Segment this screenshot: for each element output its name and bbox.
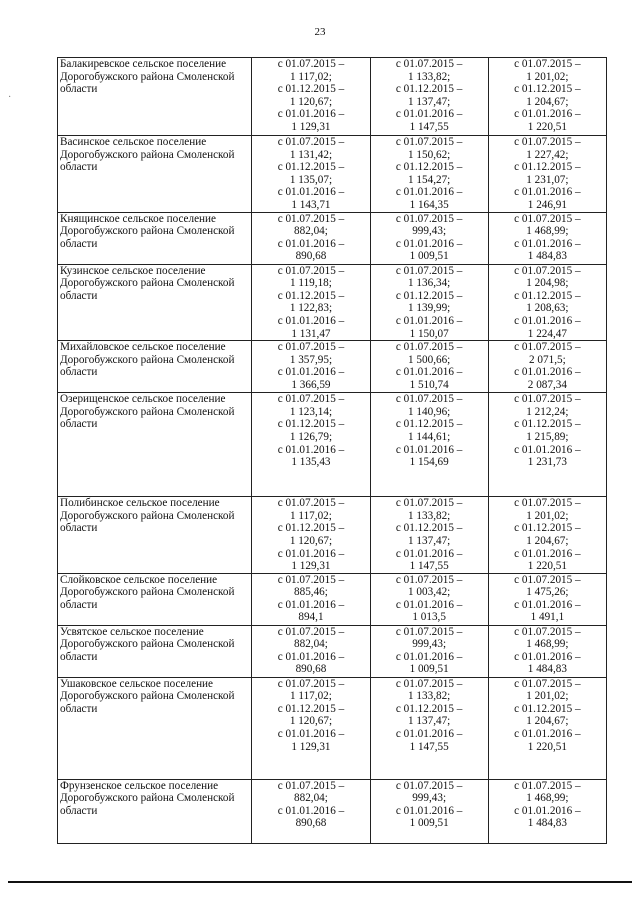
- tariff-line: с 01.07.2015 –: [395, 264, 463, 277]
- tariff-line: с 01.01.2016 –: [395, 728, 463, 741]
- tariff-line: 1 164,35: [409, 198, 449, 211]
- tariff-line: с 01.07.2015 –: [514, 341, 581, 354]
- tariff-line: 1 013,5: [412, 611, 446, 624]
- table-row: [58, 393, 607, 497]
- settlement-name-cell: Фрунзенское сельское поселение Дорогобужского района Смоленской области: [58, 779, 252, 843]
- tariff-cell-2: [370, 136, 488, 213]
- tariff-line: с 01.07.2015 –: [277, 136, 345, 148]
- settlement-name-cell: Кузинское сельское поселение Дорогобужского района Смоленской области: [58, 264, 252, 341]
- tariff-line: с 01.01.2016 –: [277, 804, 345, 817]
- tariff-line: 1 133,82;: [408, 690, 451, 703]
- tariff-line: 1 201,02;: [526, 509, 569, 522]
- tariff-line: 1 144,61;: [408, 430, 451, 443]
- settlement-name-cell: Васинское сельское поселение Дорогобужского района Смоленской области: [58, 136, 252, 213]
- tariff-line: с 01.01.2016 –: [277, 547, 345, 560]
- tariff-line: с 01.07.2015 –: [514, 779, 581, 792]
- tariff-line: 1 484,83: [527, 250, 567, 263]
- tariff-line: с 01.01.2016 –: [277, 186, 345, 199]
- table-row: [58, 212, 607, 264]
- tariff-cell-3: [488, 497, 606, 574]
- tariff-line: 1 129,31: [291, 120, 331, 133]
- tariff-line: с 01.07.2015 –: [395, 212, 463, 225]
- tariff-line: с 01.07.2015 –: [277, 573, 345, 586]
- tariff-line: 1 009,51: [409, 663, 449, 676]
- tariff-line: с 01.07.2015 –: [514, 212, 581, 225]
- tariff-line: 1 154,27;: [408, 173, 451, 186]
- tariff-line: с 01.01.2016 –: [514, 598, 581, 611]
- tariff-line: 894,1: [298, 611, 324, 624]
- tariff-cell-3: [488, 625, 606, 677]
- tariff-line: 1 135,07;: [289, 173, 333, 186]
- tariff-line: 1 137,47;: [408, 534, 451, 547]
- tariff-cell-2: [370, 341, 488, 393]
- tariff-cell-3: [488, 341, 606, 393]
- tariff-line: 1 491,1: [530, 611, 565, 624]
- tariff-line: 1 204,67;: [526, 534, 569, 547]
- tariff-line: 1 137,47;: [408, 95, 451, 108]
- tariff-line: с 01.12.2015 –: [514, 702, 581, 715]
- tariff-line: с 01.01.2016 –: [514, 366, 581, 379]
- tariff-cell-1: [252, 779, 370, 843]
- tariff-line: 1 129,31: [291, 740, 331, 753]
- tariff-cell-1: [252, 497, 370, 574]
- tariff-line: с 01.12.2015 –: [395, 522, 463, 535]
- tariff-line: 1 227,42;: [526, 148, 569, 161]
- tariff-line: с 01.07.2015 –: [514, 497, 581, 510]
- tariff-line: с 01.07.2015 –: [514, 573, 581, 586]
- tariff-line: с 01.07.2015 –: [277, 212, 345, 225]
- tariff-line: с 01.01.2016 –: [395, 108, 463, 121]
- tariff-line: 2 087,34: [527, 378, 567, 391]
- tariff-line: 1 510,74: [409, 378, 449, 391]
- tariff-cell-1: [252, 341, 370, 393]
- tariff-line: с 01.01.2016 –: [514, 186, 581, 199]
- tariff-line: 1 215,89;: [526, 430, 569, 443]
- tariff-cell-3: [488, 264, 606, 341]
- tariff-line: 1 366,59: [291, 378, 331, 391]
- tariff-line: с 01.12.2015 –: [395, 83, 463, 96]
- tariff-cell-3: [488, 58, 606, 136]
- tariff-line: 1 117,02;: [290, 70, 332, 83]
- tariff-line: 999,43;: [412, 638, 447, 651]
- tariff-cell-1: [252, 393, 370, 497]
- tariff-line: 1 003,42;: [408, 586, 451, 599]
- tariff-cell-2: [370, 212, 488, 264]
- table-row: [58, 264, 607, 341]
- tariff-line: 1 133,82;: [408, 70, 451, 83]
- table-row: [58, 779, 607, 843]
- tariff-line: с 01.07.2015 –: [277, 677, 345, 690]
- tariff-line: с 01.01.2016 –: [514, 314, 581, 327]
- tariff-line: 1 212,24;: [526, 405, 569, 418]
- tariff-line: 1 117,02;: [290, 690, 332, 703]
- tariff-line: 1 231,07;: [526, 173, 569, 186]
- table-row: [58, 573, 607, 625]
- footer-rule: [8, 881, 632, 883]
- page-number: 23: [314, 26, 326, 38]
- settlement-name-cell: Михайловское сельское поселение Дорогобужского района Смоленской области: [58, 341, 252, 393]
- tariff-line: с 01.07.2015 –: [395, 677, 463, 690]
- tariff-line: 1 120,67;: [289, 715, 333, 728]
- tariff-line: с 01.01.2016 –: [395, 650, 463, 663]
- tariff-table: [57, 57, 607, 844]
- tariff-line: 1 484,83: [527, 817, 567, 830]
- tariff-line: 1 137,47;: [408, 715, 451, 728]
- tariff-line: с 01.01.2016 –: [514, 804, 581, 817]
- tariff-line: 1 147,55: [409, 560, 449, 573]
- tariff-line: с 01.01.2016 –: [277, 314, 345, 327]
- tariff-table-body: [58, 58, 607, 844]
- tariff-line: с 01.07.2015 –: [395, 625, 463, 638]
- tariff-line: с 01.01.2016 –: [395, 366, 463, 379]
- tariff-cell-2: [370, 393, 488, 497]
- tariff-line: 1 154,69: [409, 456, 449, 469]
- tariff-line: с 01.12.2015 –: [277, 289, 345, 302]
- table-row: [58, 341, 607, 393]
- tariff-line: 1 220,51: [527, 120, 567, 133]
- tariff-line: 1 009,51: [409, 817, 449, 830]
- tariff-line: 1 475,26;: [526, 586, 569, 599]
- tariff-line: 1 117,02;: [290, 509, 332, 522]
- tariff-cell-2: [370, 573, 488, 625]
- tariff-line: с 01.12.2015 –: [514, 289, 581, 302]
- tariff-line: с 01.01.2016 –: [514, 443, 581, 456]
- tariff-line: 1 123,14;: [289, 405, 333, 418]
- tariff-line: 1 136,34;: [408, 277, 451, 290]
- table-row: [58, 136, 607, 213]
- tariff-cell-3: [488, 779, 606, 843]
- settlement-name-cell: Усвятское сельское поселение Дорогобужского района Смоленской области: [58, 625, 252, 677]
- tariff-cell-1: [252, 625, 370, 677]
- tariff-line: 1 135,43: [291, 456, 331, 469]
- tariff-line: 1 204,67;: [526, 715, 569, 728]
- tariff-cell-3: [488, 677, 606, 779]
- tariff-line: 999,43;: [412, 792, 447, 805]
- tariff-line: 1 126,79;: [289, 430, 333, 443]
- tariff-line: с 01.07.2015 –: [395, 58, 463, 70]
- tariff-cell-2: [370, 264, 488, 341]
- tariff-line: 1 147,55: [409, 120, 449, 133]
- tariff-line: с 01.12.2015 –: [277, 702, 345, 715]
- tariff-line: с 01.12.2015 –: [514, 522, 581, 535]
- table-row: [58, 677, 607, 779]
- tariff-line: с 01.01.2016 –: [277, 366, 345, 379]
- tariff-line: с 01.07.2015 –: [277, 341, 345, 354]
- tariff-cell-1: [252, 677, 370, 779]
- settlement-name-cell: Озерищенское сельское поселение Дорогобужского района Смоленской области: [58, 393, 252, 497]
- tariff-line: 1 201,02;: [526, 690, 569, 703]
- table-row: [58, 58, 607, 136]
- tariff-cell-1: [252, 573, 370, 625]
- tariff-line: с 01.01.2016 –: [514, 237, 581, 250]
- tariff-line: с 01.07.2015 –: [395, 393, 463, 406]
- tariff-cell-3: [488, 212, 606, 264]
- table-row: [58, 497, 607, 574]
- tariff-line: 1 468,99;: [526, 792, 569, 805]
- tariff-cell-1: [252, 264, 370, 341]
- tariff-line: 1 140,96;: [408, 405, 451, 418]
- settlement-name-cell: Княщинское сельское поселение Дорогобужского района Смоленской области: [58, 212, 252, 264]
- tariff-line: 1 357,95;: [289, 353, 333, 366]
- tariff-line: 1 009,51: [409, 250, 449, 263]
- tariff-line: 1 120,67;: [289, 95, 333, 108]
- tariff-line: с 01.01.2016 –: [395, 186, 463, 199]
- tariff-line: с 01.07.2015 –: [277, 497, 345, 510]
- tariff-line: 882,04;: [294, 225, 328, 238]
- tariff-line: 1 119,18;: [290, 277, 332, 290]
- tariff-line: с 01.07.2015 –: [514, 677, 581, 690]
- tariff-line: с 01.01.2016 –: [277, 443, 345, 456]
- tariff-cell-1: [252, 212, 370, 264]
- tariff-line: с 01.01.2016 –: [395, 443, 463, 456]
- margin-mark: ·: [8, 92, 12, 103]
- tariff-line: 999,43;: [412, 225, 447, 238]
- tariff-line: с 01.12.2015 –: [277, 161, 345, 174]
- tariff-line: с 01.12.2015 –: [395, 289, 463, 302]
- tariff-line: 1 139,99;: [408, 302, 451, 315]
- tariff-line: 885,46;: [294, 586, 328, 599]
- tariff-line: 1 220,51: [527, 560, 567, 573]
- tariff-line: с 01.01.2016 –: [395, 804, 463, 817]
- tariff-cell-3: [488, 393, 606, 497]
- tariff-line: с 01.01.2016 –: [277, 108, 345, 121]
- tariff-line: с 01.07.2015 –: [277, 264, 345, 277]
- tariff-line: 1 231,73: [527, 456, 567, 469]
- tariff-line: с 01.07.2015 –: [395, 779, 463, 792]
- tariff-line: с 01.12.2015 –: [395, 702, 463, 715]
- tariff-cell-3: [488, 136, 606, 213]
- table-row: [58, 625, 607, 677]
- tariff-line: 1 201,02;: [526, 70, 569, 83]
- tariff-line: 1 120,67;: [289, 534, 333, 547]
- tariff-line: с 01.07.2015 –: [277, 58, 345, 70]
- tariff-line: 1 204,98;: [526, 277, 569, 290]
- tariff-line: 890,68: [295, 817, 327, 830]
- settlement-name-cell: Ушаковское сельское поселение Дорогобужского района Смоленской области: [58, 677, 252, 779]
- settlement-name-cell: Балакиревское сельское поселение Дорогобужского района Смоленской области: [58, 58, 252, 136]
- tariff-line: 1 246,91: [527, 198, 567, 211]
- tariff-line: 882,04;: [294, 638, 328, 651]
- tariff-line: с 01.01.2016 –: [277, 237, 345, 250]
- tariff-line: 882,04;: [294, 792, 328, 805]
- tariff-line: 1 224,47: [527, 327, 567, 340]
- tariff-line: с 01.07.2015 –: [395, 573, 463, 586]
- tariff-line: 1 204,67;: [526, 95, 569, 108]
- tariff-line: 1 131,47: [291, 327, 331, 340]
- tariff-line: с 01.01.2016 –: [395, 237, 463, 250]
- tariff-line: с 01.12.2015 –: [277, 522, 345, 535]
- tariff-line: 1 208,63;: [526, 302, 569, 315]
- tariff-line: с 01.01.2016 –: [395, 598, 463, 611]
- tariff-cell-2: [370, 779, 488, 843]
- tariff-line: 1 150,62;: [408, 148, 451, 161]
- tariff-line: 1 147,55: [409, 740, 449, 753]
- tariff-line: с 01.12.2015 –: [395, 161, 463, 174]
- tariff-line: с 01.07.2015 –: [277, 393, 345, 406]
- tariff-line: с 01.01.2016 –: [514, 728, 581, 741]
- tariff-line: 1 129,31: [291, 560, 331, 573]
- tariff-line: с 01.07.2015 –: [277, 625, 345, 638]
- tariff-line: с 01.07.2015 –: [514, 136, 581, 148]
- tariff-line: с 01.12.2015 –: [395, 418, 463, 431]
- tariff-line: с 01.07.2015 –: [395, 497, 463, 510]
- tariff-line: с 01.07.2015 –: [277, 779, 345, 792]
- tariff-line: 1 150,07: [409, 327, 449, 340]
- tariff-line: с 01.01.2016 –: [395, 547, 463, 560]
- settlement-name-cell: Слойковское сельское поселение Дорогобужского района Смоленской области: [58, 573, 252, 625]
- tariff-line: с 01.12.2015 –: [277, 83, 345, 96]
- tariff-line: 890,68: [295, 250, 327, 263]
- tariff-line: с 01.01.2016 –: [277, 598, 345, 611]
- tariff-line: с 01.07.2015 –: [514, 264, 581, 277]
- tariff-line: 1 484,83: [527, 663, 567, 676]
- tariff-line: 1 122,83;: [289, 302, 333, 315]
- tariff-line: с 01.12.2015 –: [514, 161, 581, 174]
- tariff-line: с 01.07.2015 –: [514, 58, 581, 70]
- tariff-line: с 01.01.2016 –: [514, 650, 581, 663]
- tariff-cell-2: [370, 58, 488, 136]
- tariff-line: с 01.01.2016 –: [514, 108, 581, 121]
- tariff-line: с 01.01.2016 –: [395, 314, 463, 327]
- tariff-line: с 01.01.2016 –: [514, 547, 581, 560]
- tariff-line: с 01.07.2015 –: [395, 136, 463, 148]
- tariff-line: 1 468,99;: [526, 638, 569, 651]
- tariff-line: 1 500,66;: [408, 353, 451, 366]
- tariff-line: с 01.07.2015 –: [395, 341, 463, 354]
- tariff-cell-1: [252, 58, 370, 136]
- tariff-line: 1 131,42;: [289, 148, 333, 161]
- tariff-line: с 01.07.2015 –: [514, 625, 581, 638]
- tariff-line: 2 071,5;: [529, 353, 566, 366]
- settlement-name-cell: Полибинское сельское поселение Дорогобужского района Смоленской области: [58, 497, 252, 574]
- tariff-line: с 01.12.2015 –: [514, 83, 581, 96]
- tariff-line: 890,68: [295, 663, 327, 676]
- tariff-cell-1: [252, 136, 370, 213]
- tariff-line: с 01.07.2015 –: [514, 393, 581, 406]
- tariff-cell-3: [488, 573, 606, 625]
- tariff-line: с 01.01.2016 –: [277, 650, 345, 663]
- tariff-line: с 01.12.2015 –: [277, 418, 345, 431]
- tariff-cell-2: [370, 497, 488, 574]
- tariff-cell-2: [370, 625, 488, 677]
- tariff-cell-2: [370, 677, 488, 779]
- tariff-line: с 01.12.2015 –: [514, 418, 581, 431]
- tariff-line: 1 468,99;: [526, 225, 569, 238]
- tariff-line: с 01.01.2016 –: [277, 728, 345, 741]
- tariff-line: 1 143,71: [291, 198, 331, 211]
- tariff-line: 1 220,51: [527, 740, 567, 753]
- tariff-line: 1 133,82;: [408, 509, 451, 522]
